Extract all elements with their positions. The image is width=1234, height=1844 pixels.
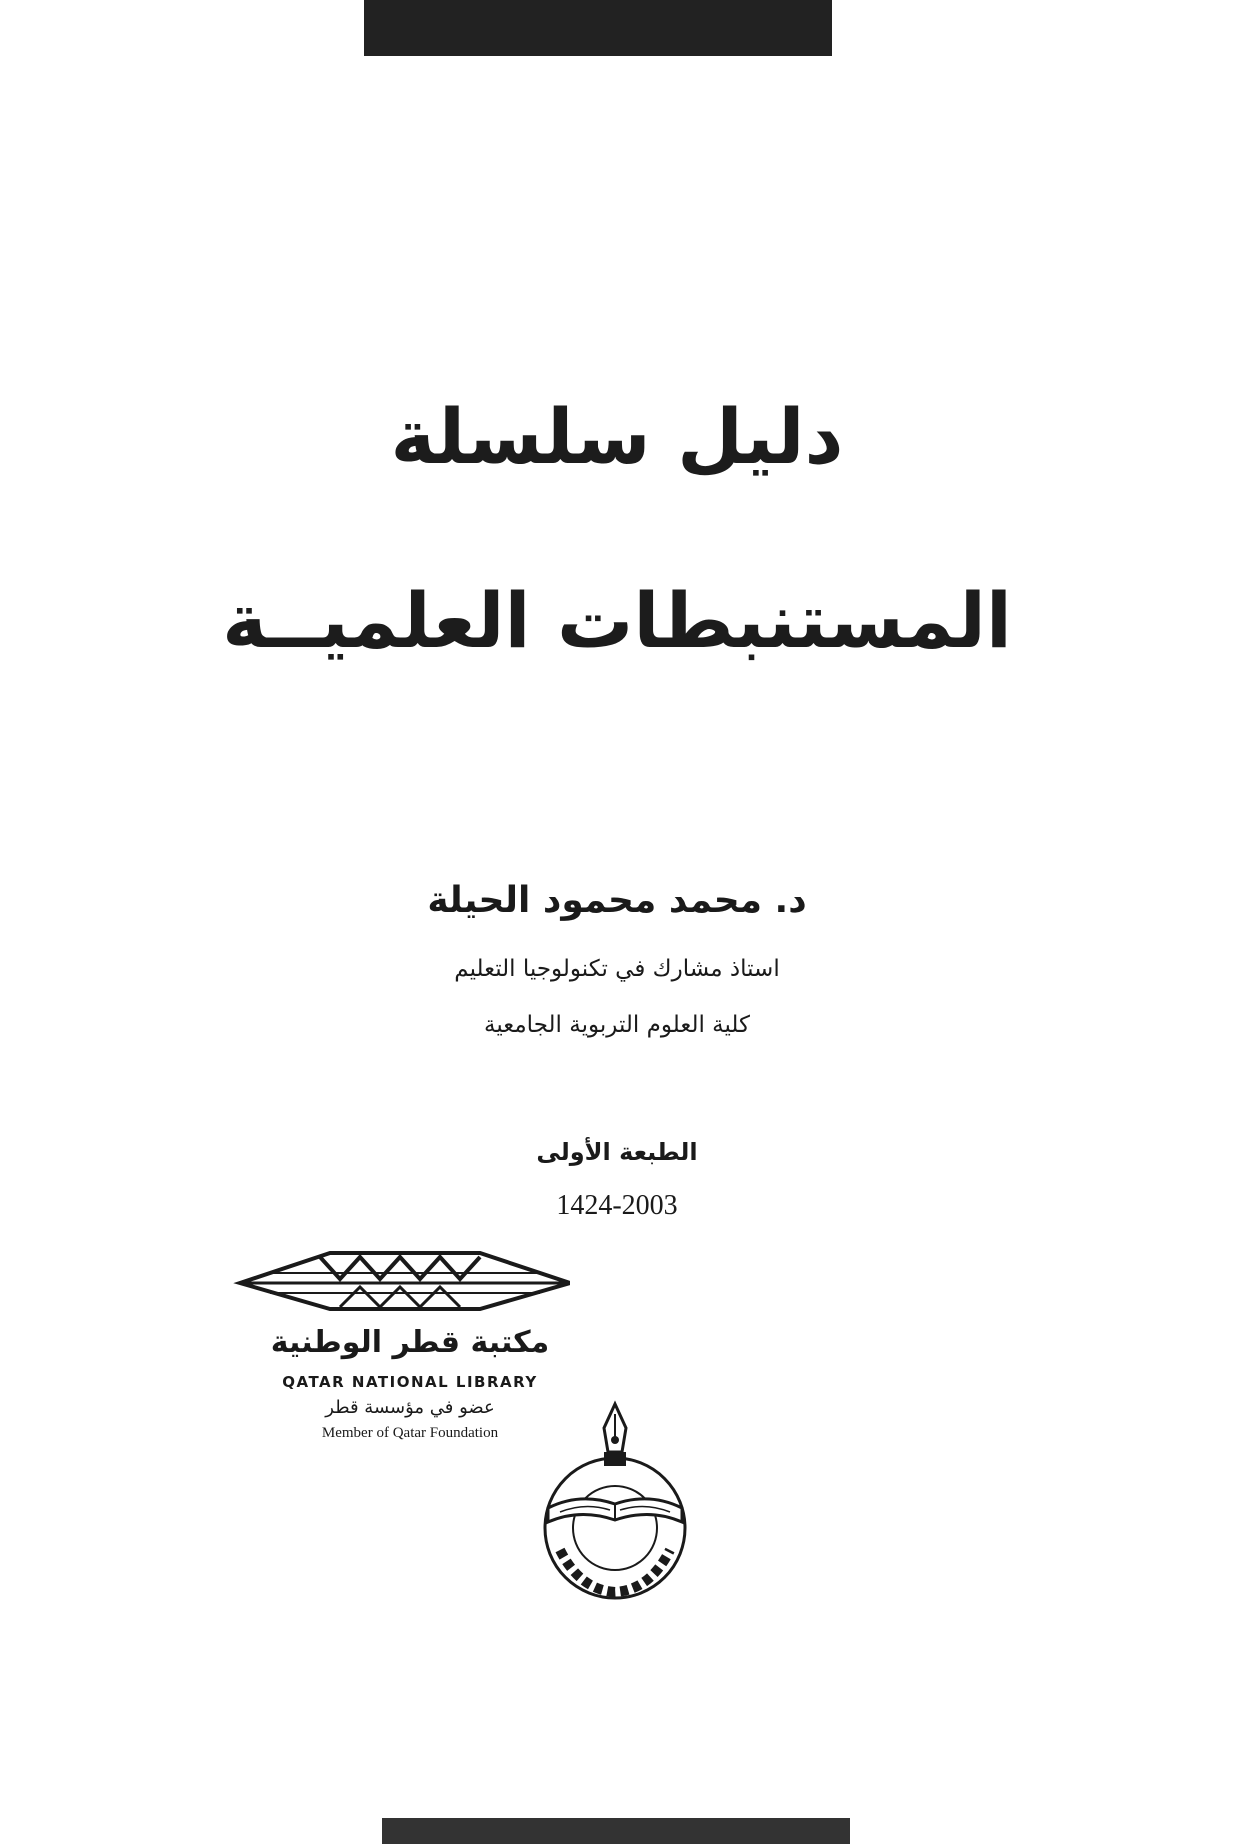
library-member-arabic: عضو في مؤسسة قطر bbox=[325, 1397, 495, 1418]
library-roof-logo-icon bbox=[230, 1245, 570, 1315]
bottom-black-bar bbox=[382, 1818, 850, 1844]
library-stamp bbox=[230, 1245, 570, 1465]
top-black-bar bbox=[364, 0, 832, 56]
edition-year: 1424-2003 bbox=[556, 1190, 678, 1221]
edition-label: الطبعة الأولى bbox=[536, 1138, 698, 1166]
author-college: كلية العلوم التربوية الجامعية bbox=[484, 1012, 750, 1038]
book-title-line-2: المستنبطات العلميــة bbox=[222, 576, 1012, 665]
book-title-line-1: دليل سلسلة bbox=[390, 392, 844, 481]
pen-book-emblem-icon bbox=[530, 1400, 700, 1600]
library-name-arabic: مكتبة قطر الوطنية bbox=[270, 1325, 550, 1360]
library-member-english: Member of Qatar Foundation bbox=[321, 1425, 499, 1441]
library-name-english: QATAR NATIONAL LIBRARY bbox=[282, 1373, 538, 1391]
author-name: د. محمد محمود الحيلة bbox=[427, 880, 807, 921]
author-position: استاذ مشارك في تكنولوجيا التعليم bbox=[454, 956, 780, 982]
